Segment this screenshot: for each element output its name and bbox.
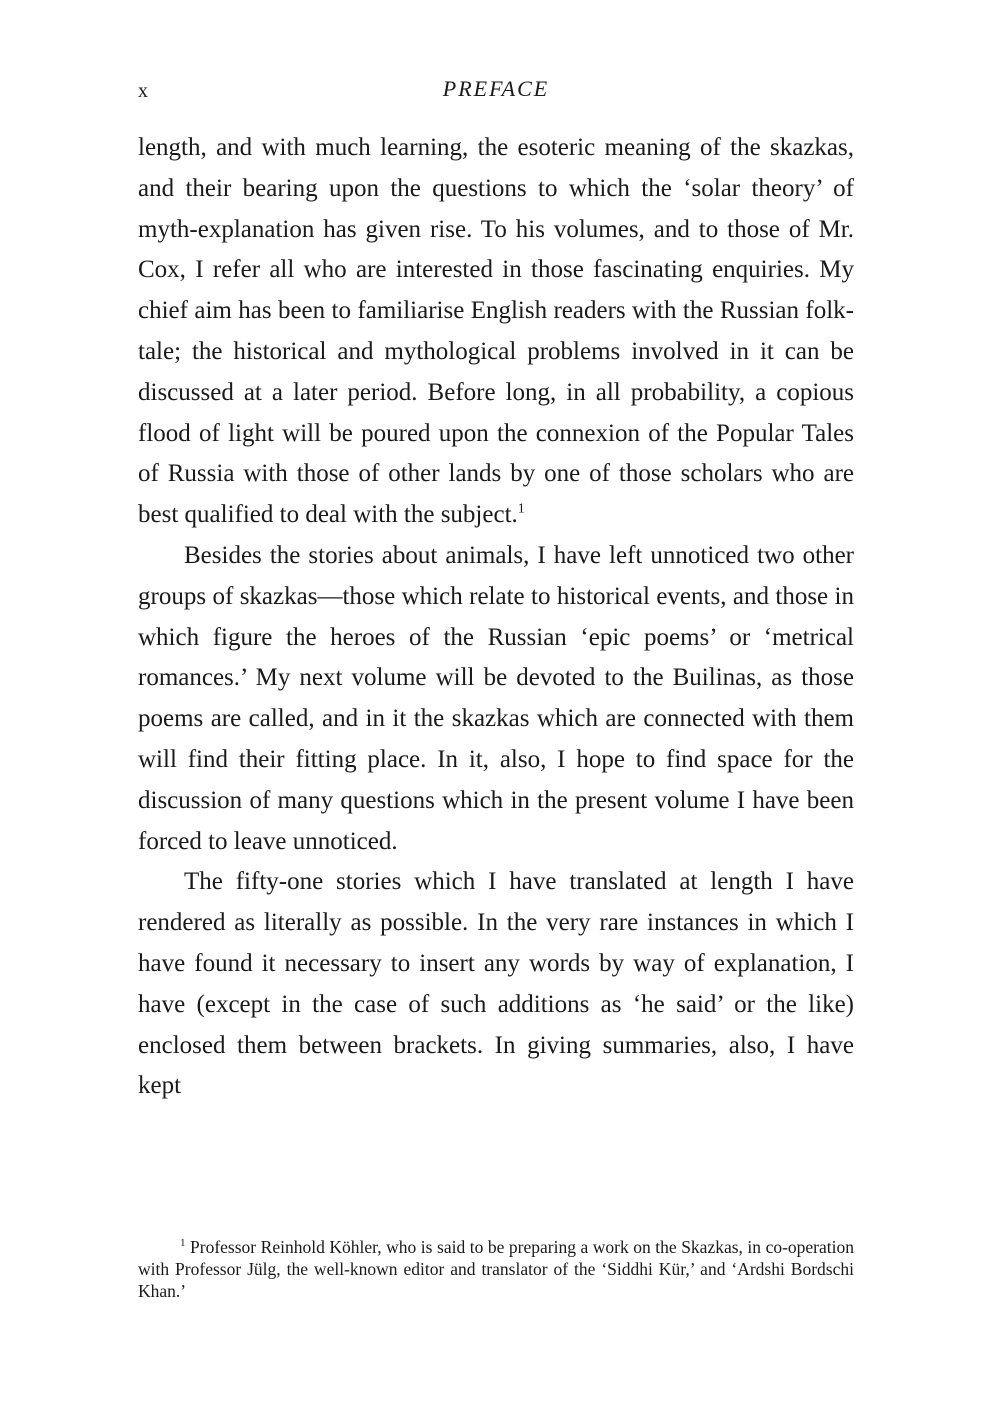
paragraph-2: Besides the stories about animals, I have left unnoticed two other groups of skazkas—those which relate to historical events, and those in which figure the heroes of the Russian ‘epic poems’ or ‘metrical romances.’ My next volume will be devoted to the Builinas, as those poems are called, and in it the skazkas which are connected with them will find their fitting place. In it, also, I hope to find space for the discussion of many questions which in the present volume I have been forced to leave unnoticed. <box>138 541 854 855</box>
footnote-reference: 1 <box>517 501 525 517</box>
footnote <box>138 1236 854 1302</box>
paragraph-1 <box>138 128 854 536</box>
page-title: PREFACE <box>442 76 550 101</box>
body-text <box>138 128 854 1107</box>
footnote-marker: 1 <box>180 1237 186 1250</box>
footnote-text: Professor Reinhold Köhler, who is said to be preparing a work on the Skazkas, in co-operation with Professor Jülg, the well-known editor and translator of the ‘Siddhi Kür,’ and ‘Ardshi Bordschi Khan.’ <box>138 1237 855 1301</box>
running-head <box>138 76 854 108</box>
paragraph-1-text: length, and with much learning, the esoteric meaning of the skazkas, and their bearing upon the questions to which the ‘solar theory’ of myth-explanation has given rise. To his volumes, and to those of Mr. Cox, I refer all who are interested in those fascinating enquiries. My chief aim has been to familiarise English readers with the Russian folk-tale; the historical and mythological problems involved in it can be discussed at a later period. Before long, in all probability, a copious flood of light will be poured upon the connexion of the Popular Tales of Russia with those of other lands by one of those scholars who are best qualified to deal with the subject. <box>138 134 854 529</box>
paragraph-3: The fifty-one stories which I have translated at length I have rendered as literally as possible. In the very rare instances in which I have found it necessary to insert any words by way of explanation, I have (except in the case of such additions as ‘he said’ or the like) enclosed them between brackets. In giving summaries, also, I have kept <box>138 868 854 1100</box>
page-number: x <box>138 80 148 102</box>
